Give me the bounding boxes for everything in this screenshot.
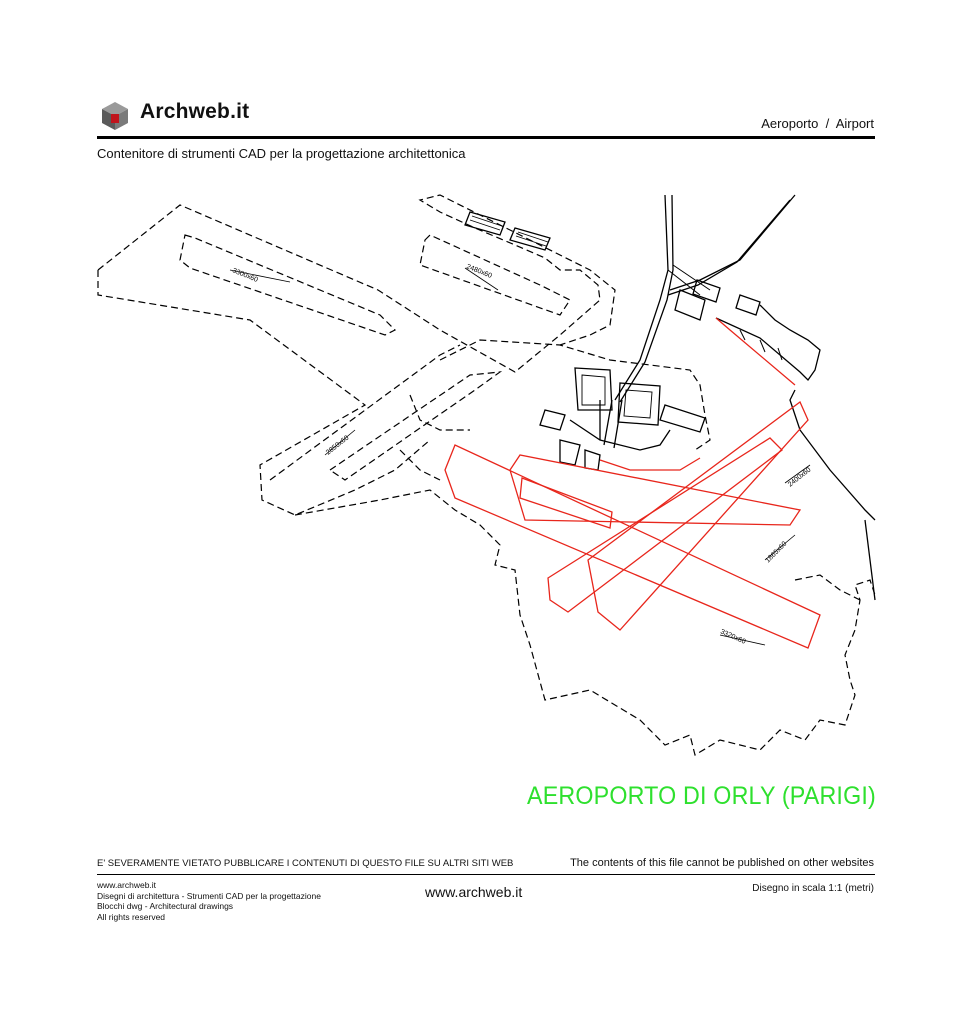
footer-line-rights: All rights reserved	[97, 911, 166, 922]
runway-label-3320: 3320x60	[719, 628, 747, 646]
header-category: Aeroporto / Airport	[761, 116, 874, 131]
runway-labels	[230, 263, 812, 645]
runway-label-2850: 2850x60	[324, 434, 351, 457]
runway-label-2400: 2400x60	[786, 466, 813, 489]
drawing-title: AEROPORTO DI ORLY (PARIGI)	[527, 782, 876, 810]
footer-site-info	[97, 880, 321, 922]
runway-label-3300: 3300x60	[231, 267, 259, 284]
runway-label-2480: 2480x60	[465, 263, 493, 280]
footer-website-link[interactable]: www.archweb.it	[425, 884, 523, 900]
drawing-scale-note: Disegno in scala 1:1 (metri)	[752, 883, 874, 894]
header-tagline: Contenitore di strumenti CAD per la progettazione architettonica	[97, 146, 466, 161]
runway-label-1865: 1865x60	[764, 540, 789, 565]
footer-divider	[97, 874, 875, 875]
projected-runways	[445, 318, 820, 648]
footer-line-blocks: Blocchi dwg - Architectural drawings	[97, 901, 234, 911]
copyright-warning-italian: E' SEVERAMENTE VIETATO PUBBLICARE I CONTENUTI DI QUESTO FILE SU ALTRI SITI WEB	[97, 858, 514, 869]
existing-terminal-structures	[465, 195, 875, 600]
footer-line-url[interactable]: www.archweb.it	[97, 880, 157, 890]
copyright-warning-english: The contents of this file cannot be published on other websites	[570, 857, 874, 869]
brand-name: Archweb.it	[140, 100, 250, 123]
footer-line-description: Disegni di architettura - Strumenti CAD per la progettazione	[97, 890, 321, 901]
